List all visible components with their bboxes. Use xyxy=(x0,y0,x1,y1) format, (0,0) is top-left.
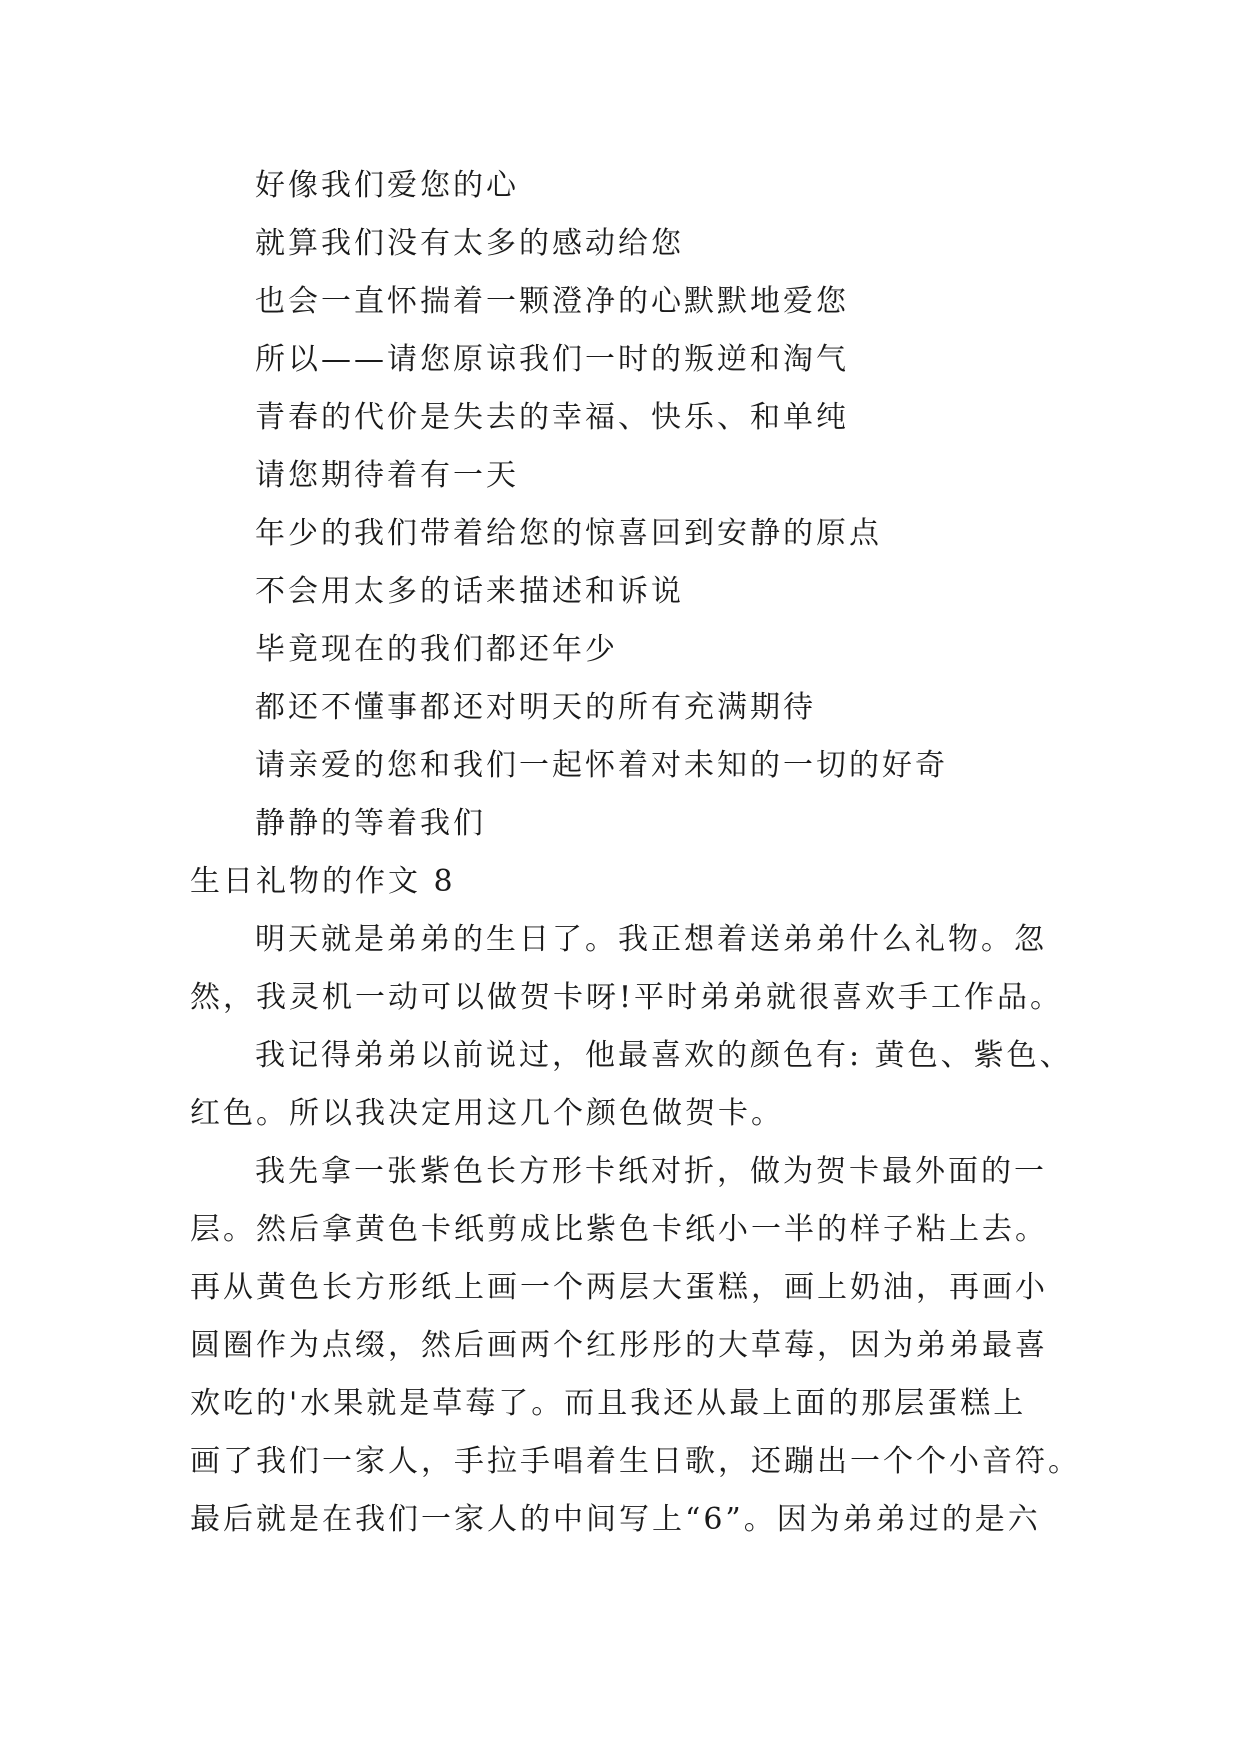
poem-line: 就算我们没有太多的感动给您 xyxy=(255,226,684,261)
paragraph-line: 红色。所以我决定用这几个颜色做贺卡。 xyxy=(190,1096,784,1131)
paragraph-line: 我记得弟弟以前说过，他最喜欢的颜色有: 黄色、紫色、 xyxy=(255,1038,1073,1073)
paragraph-line: 层。然后拿黄色卡纸剪成比紫色卡纸小一半的样子粘上去。 xyxy=(190,1212,1048,1247)
paragraph-line: 欢吃的'水果就是草莓了。而且我还从最上面的那层蛋糕上 xyxy=(190,1386,1027,1421)
poem-line: 也会一直怀揣着一颗澄净的心默默地爱您 xyxy=(255,284,849,319)
poem-line: 青春的代价是失去的幸福、快乐、和单纯 xyxy=(255,400,849,435)
poem-line: 请您期待着有一天 xyxy=(255,458,519,493)
poem-line: 请亲爱的您和我们一起怀着对未知的一切的好奇 xyxy=(255,748,948,783)
poem-line: 年少的我们带着给您的惊喜回到安静的原点 xyxy=(255,516,882,551)
poem-line: 不会用太多的话来描述和诉说 xyxy=(255,574,684,609)
paragraph-line: 最后就是在我们一家人的中间写上“6”。因为弟弟过的是六 xyxy=(190,1502,1041,1537)
poem-line: 都还不懂事都还对明天的所有充满期待 xyxy=(255,690,816,725)
paragraph-line: 明天就是弟弟的生日了。我正想着送弟弟什么礼物。忽 xyxy=(255,922,1047,957)
poem-line: 静静的等着我们 xyxy=(255,806,486,841)
paragraph-line: 画了我们一家人，手拉手唱着生日歌，还蹦出一个个小音符。 xyxy=(190,1444,1081,1479)
paragraph-line: 圆圈作为点缀，然后画两个红彤彤的大草莓，因为弟弟最喜 xyxy=(190,1328,1048,1363)
poem-line: 毕竟现在的我们都还年少 xyxy=(255,632,618,667)
paragraph-line: 然，我灵机一动可以做贺卡呀!平时弟弟就很喜欢手工作品。 xyxy=(190,980,1064,1015)
poem-line: 好像我们爱您的心 xyxy=(255,168,519,203)
section-title: 生日礼物的作文 8 xyxy=(190,864,456,899)
poem-line: 所以——请您原谅我们一时的叛逆和淘气 xyxy=(255,342,849,377)
paragraph-line: 再从黄色长方形纸上画一个两层大蛋糕，画上奶油，再画小 xyxy=(190,1270,1048,1305)
paragraph-line: 我先拿一张紫色长方形卡纸对折，做为贺卡最外面的一 xyxy=(255,1154,1047,1189)
